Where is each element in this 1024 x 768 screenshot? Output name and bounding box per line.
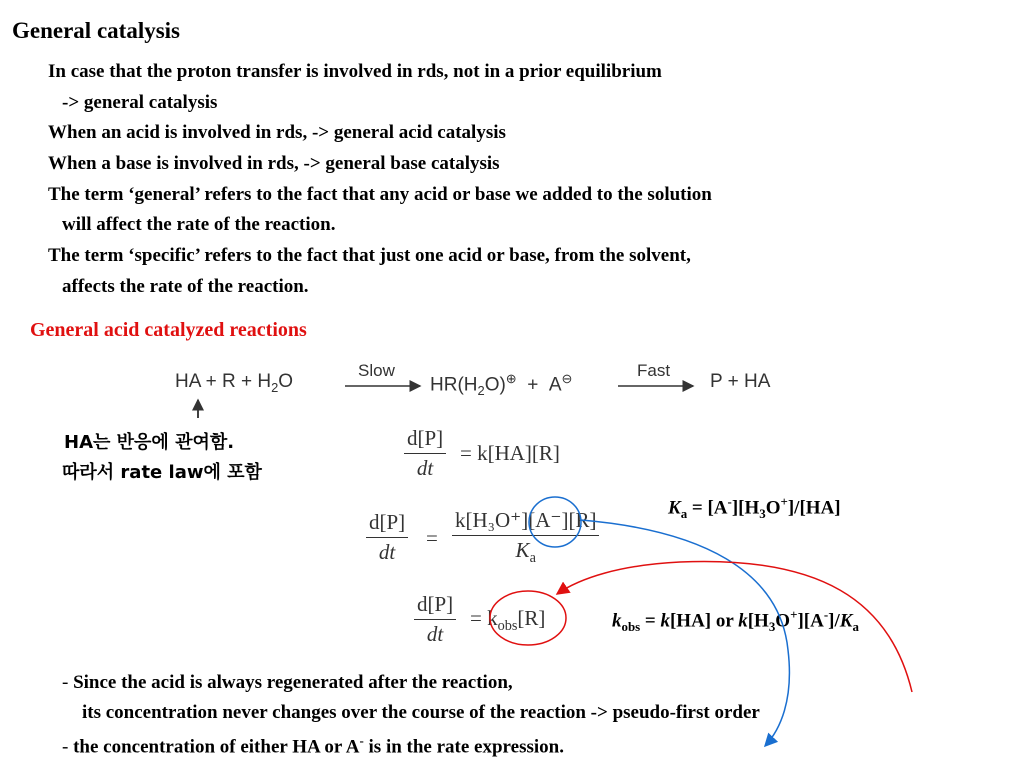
korean-note-line-2: 따라서 rate law에 포함 xyxy=(62,462,262,483)
page-title: General catalysis xyxy=(12,18,180,43)
bullet-line-4: When a base is involved in rds, -> general base catalysis xyxy=(48,153,500,174)
bullet-line-3: When an acid is involved in rds, -> general acid catalysis xyxy=(48,122,506,143)
rate-law-2-equals: = xyxy=(426,526,438,550)
bullet-line-1: In case that the proton transfer is involved in rds, not in a prior equilibrium xyxy=(48,61,662,82)
blue-curve-arrow xyxy=(581,520,789,746)
red-curve-arrow xyxy=(557,561,912,692)
rate-law-1-rhs: = k[HA][R] xyxy=(460,441,560,465)
footer-line-3: - the concentration of either HA or A- is in the rate expression. xyxy=(62,733,564,758)
rate-law-3-rhs: = $k_{obs}[R]$ xyxy=(470,606,546,635)
rate-law-1-numerator: d[P] xyxy=(407,426,444,450)
rate-law-3-numerator: d[P] xyxy=(417,592,454,616)
footer-line-1: - Since the acid is always regenerated after the reaction, xyxy=(62,672,513,693)
rate-law-1-denominator: dt xyxy=(416,456,434,480)
red-circle xyxy=(490,591,566,645)
ka-definition: $K_a = [A^-][H_3O^+]/[HA]$ xyxy=(668,494,841,522)
section-subtitle: General acid catalyzed reactions xyxy=(30,319,307,341)
rate-law-2-numerator: d[P] xyxy=(369,510,406,534)
rate-law-2-rhs-denominator: $K_a$ xyxy=(515,538,536,567)
fast-label: Fast xyxy=(637,361,671,380)
reaction-products: P + HA xyxy=(710,371,771,392)
footer-line-2: its concentration never changes over the course of the reaction -> pseudo-first order xyxy=(82,702,760,723)
korean-note-line-1: HA는 반응에 관여함. xyxy=(64,432,235,453)
rate-law-2-rhs-numerator: k[H₃O⁺][A⁻][R] xyxy=(455,508,597,532)
reaction-intermediate: $HR(H_2O)^\oplus + A^⊖$ xyxy=(430,371,573,399)
kobs-definition: $k_{obs} = k[HA]$ or $k[H_3O^+][A^-]/K_a$ xyxy=(612,607,859,635)
slow-label: Slow xyxy=(358,361,395,380)
reaction-reactants: HA + $R + H_2O$ xyxy=(175,371,294,395)
bullet-line-2: -> general catalysis xyxy=(62,92,218,113)
rate-law-3-denominator: dt xyxy=(426,622,444,646)
rate-law-2-denominator: dt xyxy=(378,540,396,564)
bullet-line-7: The term ‘specific’ refers to the fact that just one acid or base, from the solvent, xyxy=(48,245,691,266)
bullet-line-5: The term ‘general’ refers to the fact that any acid or base we added to the solution xyxy=(48,184,712,205)
blue-circle xyxy=(529,497,581,547)
bullet-line-6: will affect the rate of the reaction. xyxy=(62,214,336,235)
bullet-line-8: affects the rate of the reaction. xyxy=(62,276,309,297)
